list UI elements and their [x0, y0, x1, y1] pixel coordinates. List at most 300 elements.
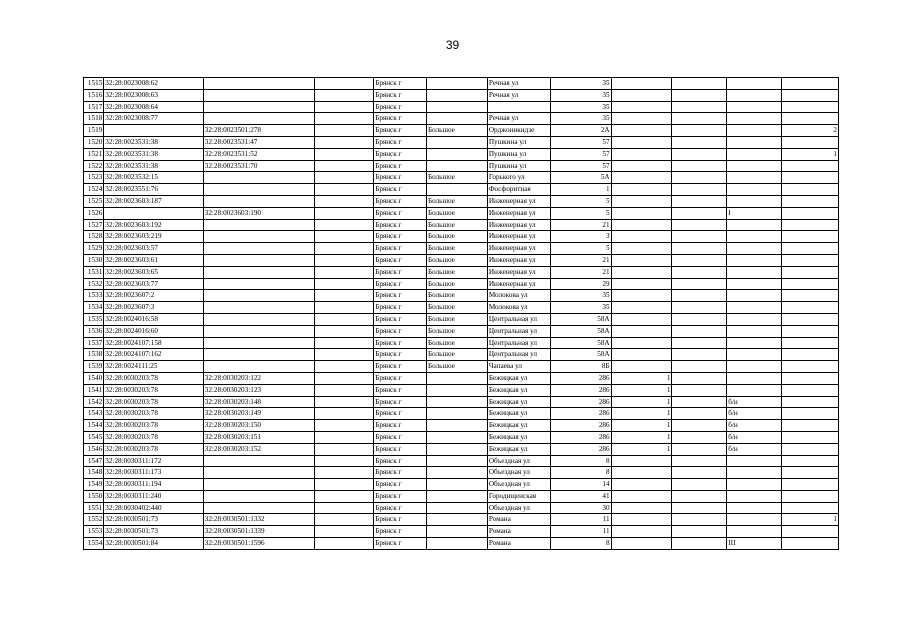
table-row	[84, 420, 839, 432]
cell-apartment: I	[727, 207, 782, 219]
cell-district: Большое	[426, 219, 487, 231]
cell-sub-cadastral-number	[203, 455, 315, 467]
cell-house: 3	[550, 231, 611, 243]
table-row	[84, 136, 839, 148]
cell-sub-cadastral-number	[203, 172, 315, 184]
cell-sub-cadastral-number	[203, 325, 315, 337]
cell-apartment	[727, 195, 782, 207]
cell-row-number: 1535	[84, 313, 104, 325]
table-row	[84, 455, 839, 467]
cell-district	[426, 538, 487, 550]
cell-cadastral-number: 32:28:0023603:192	[104, 219, 203, 231]
cell-district: Большое	[426, 337, 487, 349]
cell-district	[426, 443, 487, 455]
cell-empty-col	[315, 266, 374, 278]
cell-street: Фосфоритная	[487, 184, 550, 196]
cell-apartment	[727, 266, 782, 278]
cell-empty-col-2	[672, 136, 727, 148]
cell-cadastral-number: 32:28:0023532:15	[104, 172, 203, 184]
cell-empty-col-2	[672, 254, 727, 266]
cell-empty-col	[315, 231, 374, 243]
cell-empty-col	[315, 490, 374, 502]
cell-building	[611, 266, 672, 278]
cell-apartment: III	[727, 538, 782, 550]
cell-cadastral-number: 32:28:0030203:78	[104, 372, 203, 384]
cell-row-number: 1527	[84, 219, 104, 231]
cell-city: Брянск г	[374, 455, 427, 467]
cell-cadastral-number: 32:28:0023603:61	[104, 254, 203, 266]
cell-cadastral-number: 32:28:0030311:194	[104, 479, 203, 491]
cell-city: Брянск г	[374, 136, 427, 148]
cell-empty-col-2	[672, 396, 727, 408]
cell-sub-cadastral-number: 32:28:0030203:148	[203, 396, 315, 408]
cell-building	[611, 278, 672, 290]
cell-empty-col	[315, 89, 374, 101]
cell-cadastral-number: 32:28:0030501:73	[104, 526, 203, 538]
cell-row-number: 1548	[84, 467, 104, 479]
cell-street: Объездная ул	[487, 502, 550, 514]
cell-sub-cadastral-number: 32:28:0023531:52	[203, 148, 315, 160]
cell-empty-col	[315, 526, 374, 538]
cell-extra	[782, 420, 839, 432]
cell-row-number: 1518	[84, 113, 104, 125]
cell-extra	[782, 526, 839, 538]
cell-apartment: б/н	[727, 396, 782, 408]
cell-empty-col-2	[672, 148, 727, 160]
cell-empty-col-2	[672, 408, 727, 420]
cell-district: Большое	[426, 325, 487, 337]
cell-row-number: 1544	[84, 420, 104, 432]
cell-city: Брянск г	[374, 160, 427, 172]
cell-empty-col	[315, 160, 374, 172]
cell-apartment	[727, 467, 782, 479]
cell-row-number: 1553	[84, 526, 104, 538]
cell-building	[611, 78, 672, 90]
cell-house: 57	[550, 160, 611, 172]
cell-house: 35	[550, 290, 611, 302]
cell-row-number: 1539	[84, 361, 104, 373]
cell-empty-col-2	[672, 89, 727, 101]
cell-city: Брянск г	[374, 207, 427, 219]
cell-empty-col-2	[672, 361, 727, 373]
cell-apartment	[727, 243, 782, 255]
cell-apartment	[727, 160, 782, 172]
cell-apartment	[727, 78, 782, 90]
cell-cadastral-number: 32:28:0023008:64	[104, 101, 203, 113]
cell-apartment	[727, 125, 782, 137]
cell-house: 21	[550, 254, 611, 266]
cell-apartment	[727, 502, 782, 514]
cell-apartment	[727, 490, 782, 502]
cell-building	[611, 337, 672, 349]
cell-city: Брянск г	[374, 290, 427, 302]
cell-cadastral-number: 32:28:0024016:60	[104, 325, 203, 337]
cell-district: Большое	[426, 266, 487, 278]
cell-city: Брянск г	[374, 396, 427, 408]
table-row	[84, 349, 839, 361]
cell-city: Брянск г	[374, 254, 427, 266]
cell-empty-col-2	[672, 514, 727, 526]
cell-cadastral-number: 32:28:0023008:62	[104, 78, 203, 90]
cell-district	[426, 136, 487, 148]
cell-building	[611, 302, 672, 314]
cell-sub-cadastral-number	[203, 78, 315, 90]
cell-apartment	[727, 101, 782, 113]
cell-street: Бежицкая ул	[487, 408, 550, 420]
cell-apartment	[727, 455, 782, 467]
cell-empty-col-2	[672, 455, 727, 467]
table-row	[84, 254, 839, 266]
cell-street: Бежицкая ул	[487, 420, 550, 432]
cell-street: Городищенская	[487, 490, 550, 502]
cell-street: Инженерная ул	[487, 207, 550, 219]
cell-cadastral-number: 32:28:0023607:3	[104, 302, 203, 314]
cell-empty-col-2	[672, 101, 727, 113]
cell-row-number: 1515	[84, 78, 104, 90]
table-row	[84, 89, 839, 101]
cell-extra	[782, 467, 839, 479]
table-row	[84, 243, 839, 255]
cell-cadastral-number: 32:28:0030311:173	[104, 467, 203, 479]
cell-cadastral-number: 32:28:0023531:38	[104, 148, 203, 160]
cell-building	[611, 195, 672, 207]
cell-empty-col	[315, 408, 374, 420]
cell-cadastral-number: 32:28:0023531:38	[104, 136, 203, 148]
cell-extra	[782, 384, 839, 396]
registry-table	[83, 77, 839, 550]
cell-cadastral-number: 32:28:0023603:219	[104, 231, 203, 243]
table-row	[84, 443, 839, 455]
cell-apartment	[727, 302, 782, 314]
cell-empty-col	[315, 372, 374, 384]
cell-empty-col-2	[672, 443, 727, 455]
cell-building	[611, 526, 672, 538]
cell-district: Большое	[426, 254, 487, 266]
cell-building	[611, 172, 672, 184]
cell-empty-col	[315, 207, 374, 219]
cell-district	[426, 113, 487, 125]
cell-district	[426, 502, 487, 514]
cell-building: 1	[611, 384, 672, 396]
cell-building: 1	[611, 431, 672, 443]
cell-district	[426, 396, 487, 408]
cell-extra	[782, 396, 839, 408]
cell-building	[611, 514, 672, 526]
cell-cadastral-number: 32:28:0023008:63	[104, 89, 203, 101]
cell-sub-cadastral-number	[203, 101, 315, 113]
cell-house: 2А	[550, 125, 611, 137]
cell-sub-cadastral-number	[203, 89, 315, 101]
cell-city: Брянск г	[374, 361, 427, 373]
table-row	[84, 125, 839, 137]
cell-district	[426, 101, 487, 113]
cell-extra: 2	[782, 125, 839, 137]
cell-sub-cadastral-number	[203, 219, 315, 231]
cell-extra	[782, 254, 839, 266]
cell-house: 58А	[550, 313, 611, 325]
cell-street: Инженерная ул	[487, 278, 550, 290]
cell-extra	[782, 302, 839, 314]
cell-street: Центральная ул	[487, 325, 550, 337]
cell-building	[611, 254, 672, 266]
table-row	[84, 396, 839, 408]
table-row	[84, 490, 839, 502]
cell-building	[611, 125, 672, 137]
cell-empty-col-2	[672, 431, 727, 443]
cell-house: 41	[550, 490, 611, 502]
cell-extra	[782, 172, 839, 184]
cell-district: Большое	[426, 290, 487, 302]
cell-extra	[782, 290, 839, 302]
cell-empty-col	[315, 396, 374, 408]
cell-empty-col-2	[672, 349, 727, 361]
cell-cadastral-number: 32:28:0030203:78	[104, 420, 203, 432]
table-row	[84, 207, 839, 219]
cell-street: Романа	[487, 514, 550, 526]
cell-building: 1	[611, 443, 672, 455]
cell-row-number: 1547	[84, 455, 104, 467]
cell-sub-cadastral-number	[203, 302, 315, 314]
cell-empty-col-2	[672, 231, 727, 243]
cell-sub-cadastral-number: 32:28:0030501:1596	[203, 538, 315, 550]
cell-cadastral-number: 32:28:0030203:78	[104, 384, 203, 396]
cell-row-number: 1532	[84, 278, 104, 290]
cell-street: Пушкина ул	[487, 136, 550, 148]
cell-district	[426, 467, 487, 479]
cell-empty-col	[315, 113, 374, 125]
cell-extra	[782, 278, 839, 290]
cell-apartment	[727, 361, 782, 373]
cell-house: 35	[550, 302, 611, 314]
cell-row-number: 1517	[84, 101, 104, 113]
cell-sub-cadastral-number	[203, 113, 315, 125]
cell-extra	[782, 538, 839, 550]
cell-row-number: 1529	[84, 243, 104, 255]
cell-extra	[782, 89, 839, 101]
table-row	[84, 408, 839, 420]
cell-street: Инженерная ул	[487, 219, 550, 231]
cell-city: Брянск г	[374, 443, 427, 455]
cell-sub-cadastral-number	[203, 243, 315, 255]
cell-empty-col	[315, 455, 374, 467]
table-row	[84, 514, 839, 526]
cell-empty-col	[315, 514, 374, 526]
cell-apartment	[727, 89, 782, 101]
table-row	[84, 290, 839, 302]
cell-city: Брянск г	[374, 172, 427, 184]
cell-empty-col-2	[672, 172, 727, 184]
cell-apartment: б/н	[727, 420, 782, 432]
cell-building: 1	[611, 420, 672, 432]
cell-house: 286	[550, 420, 611, 432]
cell-empty-col	[315, 349, 374, 361]
cell-empty-col-2	[672, 125, 727, 137]
cell-empty-col	[315, 195, 374, 207]
cell-apartment	[727, 349, 782, 361]
cell-row-number: 1546	[84, 443, 104, 455]
cell-sub-cadastral-number	[203, 254, 315, 266]
cell-city: Брянск г	[374, 490, 427, 502]
cell-empty-col	[315, 125, 374, 137]
table-row	[84, 113, 839, 125]
cell-apartment	[727, 172, 782, 184]
cell-apartment	[727, 184, 782, 196]
cell-city: Брянск г	[374, 278, 427, 290]
cell-street: Речная ул	[487, 78, 550, 90]
cell-district: Большое	[426, 313, 487, 325]
table-row	[84, 538, 839, 550]
cell-house: 29	[550, 278, 611, 290]
table-row	[84, 160, 839, 172]
cell-apartment	[727, 526, 782, 538]
cell-extra	[782, 443, 839, 455]
cell-street: Речная ул	[487, 89, 550, 101]
cell-building	[611, 136, 672, 148]
cell-extra	[782, 243, 839, 255]
cell-row-number: 1522	[84, 160, 104, 172]
cell-street: Инженерная ул	[487, 254, 550, 266]
cell-building	[611, 455, 672, 467]
cell-district	[426, 526, 487, 538]
cell-district: Большое	[426, 125, 487, 137]
cell-building	[611, 89, 672, 101]
cell-sub-cadastral-number	[203, 490, 315, 502]
cell-empty-col	[315, 78, 374, 90]
cell-apartment	[727, 337, 782, 349]
table-row	[84, 479, 839, 491]
cell-street: Инженерная ул	[487, 231, 550, 243]
cell-sub-cadastral-number: 32:28:0030203:122	[203, 372, 315, 384]
cell-house: 5	[550, 195, 611, 207]
cell-building: 1	[611, 408, 672, 420]
cell-city: Брянск г	[374, 302, 427, 314]
cell-cadastral-number: 32:28:0023008:77	[104, 113, 203, 125]
cell-city: Брянск г	[374, 526, 427, 538]
cell-row-number: 1554	[84, 538, 104, 550]
cell-street: Пушкина ул	[487, 160, 550, 172]
table-row	[84, 302, 839, 314]
cell-cadastral-number: 32:28:0023603:57	[104, 243, 203, 255]
cell-extra	[782, 78, 839, 90]
table-row	[84, 278, 839, 290]
cell-apartment	[727, 514, 782, 526]
cell-empty-col-2	[672, 372, 727, 384]
cell-street: Центральная ул	[487, 349, 550, 361]
cell-cadastral-number: 32:28:0030501:84	[104, 538, 203, 550]
cell-district	[426, 184, 487, 196]
cell-building	[611, 313, 672, 325]
cell-empty-col	[315, 420, 374, 432]
cell-street: Бежицкая ул	[487, 431, 550, 443]
cell-row-number: 1537	[84, 337, 104, 349]
cell-house: 58А	[550, 337, 611, 349]
cell-row-number: 1549	[84, 479, 104, 491]
cell-street: Бежицкая ул	[487, 396, 550, 408]
cell-empty-col-2	[672, 184, 727, 196]
cell-street: Пушкина ул	[487, 148, 550, 160]
cell-apartment: б/н	[727, 431, 782, 443]
cell-row-number: 1516	[84, 89, 104, 101]
cell-house: 5	[550, 207, 611, 219]
cell-sub-cadastral-number	[203, 361, 315, 373]
cell-empty-col-2	[672, 502, 727, 514]
cell-cadastral-number: 32:28:0030203:78	[104, 431, 203, 443]
cell-city: Брянск г	[374, 195, 427, 207]
cell-cadastral-number: 32:28:0023603:65	[104, 266, 203, 278]
cell-street: Молокова ул	[487, 290, 550, 302]
cell-city: Брянск г	[374, 538, 427, 550]
cell-cadastral-number: 32:28:0023603:77	[104, 278, 203, 290]
cell-sub-cadastral-number	[203, 184, 315, 196]
cell-apartment: б/н	[727, 443, 782, 455]
cell-sub-cadastral-number	[203, 278, 315, 290]
cell-city: Брянск г	[374, 431, 427, 443]
cell-building	[611, 361, 672, 373]
cell-extra	[782, 184, 839, 196]
cell-sub-cadastral-number: 32:28:0030203:150	[203, 420, 315, 432]
cell-empty-col-2	[672, 420, 727, 432]
cell-empty-col-2	[672, 207, 727, 219]
cell-sub-cadastral-number	[203, 195, 315, 207]
cell-empty-col-2	[672, 160, 727, 172]
cell-cadastral-number: 32:28:0030311:172	[104, 455, 203, 467]
cell-building	[611, 243, 672, 255]
cell-building	[611, 231, 672, 243]
cell-extra	[782, 101, 839, 113]
table-row	[84, 266, 839, 278]
cell-row-number: 1533	[84, 290, 104, 302]
cell-sub-cadastral-number: 32:28:0023501:278	[203, 125, 315, 137]
cell-sub-cadastral-number: 32:28:0023603:190	[203, 207, 315, 219]
cell-city: Брянск г	[374, 78, 427, 90]
cell-empty-col	[315, 361, 374, 373]
table-row	[84, 361, 839, 373]
table-row	[84, 219, 839, 231]
cell-street: Центральная ул	[487, 337, 550, 349]
cell-district: Большое	[426, 195, 487, 207]
cell-row-number: 1521	[84, 148, 104, 160]
cell-city: Брянск г	[374, 349, 427, 361]
cell-sub-cadastral-number: 32:28:0023531:70	[203, 160, 315, 172]
cell-street: Инженерная ул	[487, 243, 550, 255]
cell-row-number: 1519	[84, 125, 104, 137]
cell-city: Брянск г	[374, 372, 427, 384]
table-row	[84, 148, 839, 160]
cell-extra	[782, 136, 839, 148]
cell-district	[426, 490, 487, 502]
cell-cadastral-number: 32:28:0030311:240	[104, 490, 203, 502]
cell-empty-col	[315, 479, 374, 491]
cell-row-number: 1552	[84, 514, 104, 526]
cell-house: 8	[550, 538, 611, 550]
cell-sub-cadastral-number	[203, 502, 315, 514]
cell-extra: 1	[782, 148, 839, 160]
cell-empty-col	[315, 538, 374, 550]
cell-district: Большое	[426, 361, 487, 373]
cell-street: Инженерная ул	[487, 195, 550, 207]
cell-city: Брянск г	[374, 502, 427, 514]
cell-extra	[782, 325, 839, 337]
table-row	[84, 467, 839, 479]
cell-extra	[782, 490, 839, 502]
cell-street: Горького ул	[487, 172, 550, 184]
table-row	[84, 313, 839, 325]
cell-street: Объездная ул	[487, 479, 550, 491]
cell-cadastral-number: 32:28:0030203:78	[104, 396, 203, 408]
cell-empty-col-2	[672, 113, 727, 125]
cell-empty-col	[315, 219, 374, 231]
cell-city: Брянск г	[374, 313, 427, 325]
